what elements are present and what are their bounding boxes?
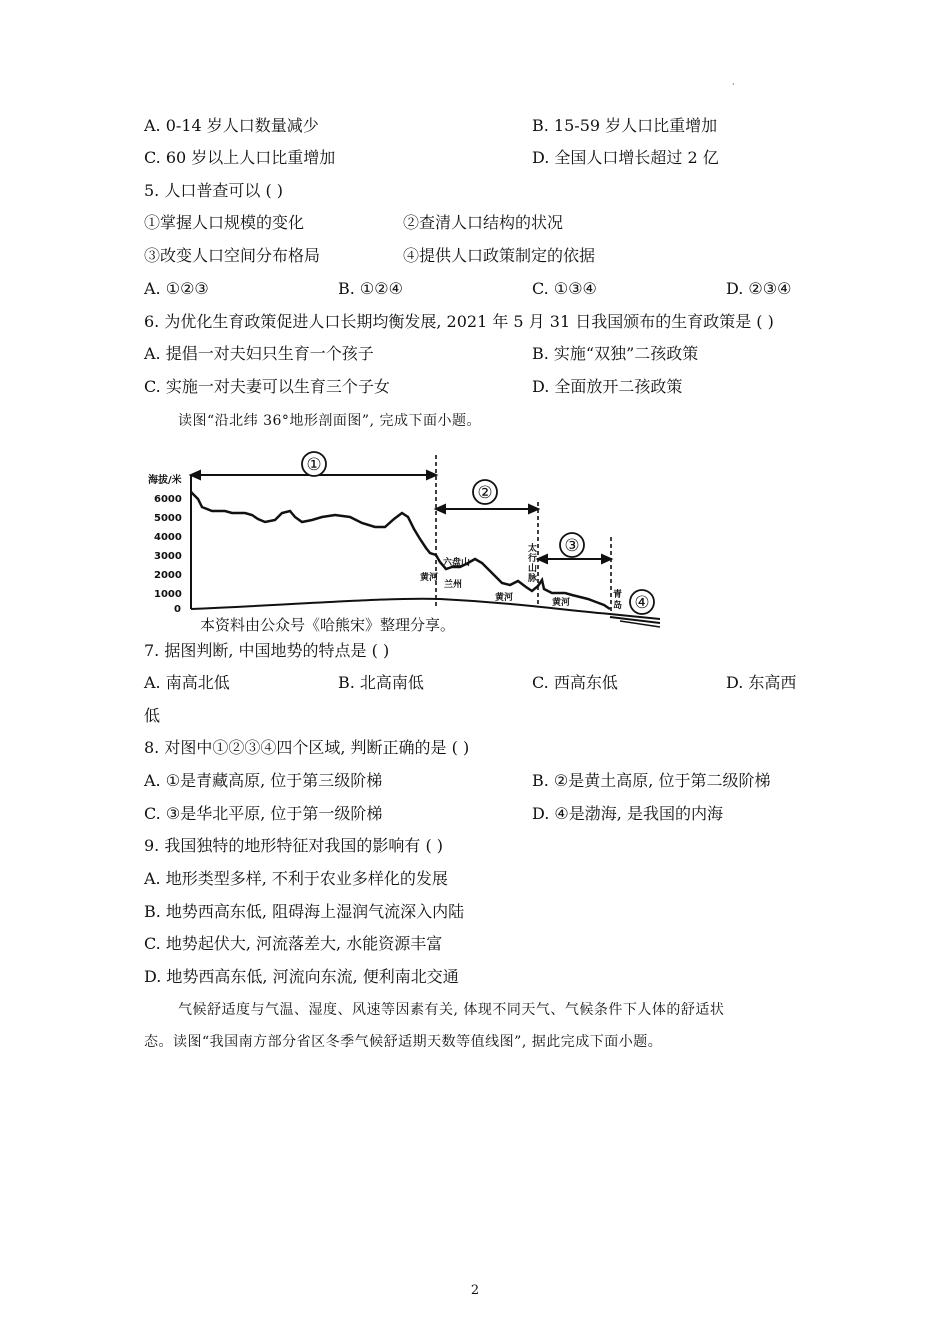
- label-taihang-4: 脉: [528, 574, 538, 584]
- q9-option-a: A. 地形类型多样, 不利于农业多样化的发展: [144, 869, 448, 888]
- q5-option-b: B. ①②④: [338, 279, 403, 298]
- q6-option-c: C. 实施一对夫妻可以生育三个子女: [144, 377, 390, 396]
- q6-option-d: D. 全面放开二孩政策: [532, 377, 683, 396]
- q4-option-c: C. 60 岁以上人口比重增加: [144, 148, 336, 167]
- q5-stem: 5. 人口普查可以 ( ): [144, 181, 284, 200]
- label-liupanshan: 六盘山: [443, 558, 471, 568]
- page-number: 2: [470, 1283, 480, 1298]
- q5-statement-4: ④提供人口政策制定的依据: [403, 246, 596, 265]
- tick-4000: 4000: [154, 532, 182, 543]
- header-mark: ·: [732, 80, 735, 89]
- tick-3000: 3000: [154, 551, 182, 562]
- climate-intro-line-1: 气候舒适度与气温、湿度、风速等因素有关, 体现不同天气、气候条件下人体的舒适状: [178, 1002, 725, 1018]
- q8-option-c: C. ③是华北平原, 位于第一级阶梯: [144, 804, 383, 823]
- q5-statement-1: ①掌握人口规模的变化: [144, 213, 305, 232]
- tick-0: 0: [174, 604, 181, 615]
- q9-stem: 9. 我国独特的地形特征对我国的影响有 ( ): [144, 836, 444, 855]
- terrain-line: [191, 492, 610, 609]
- tick-2000: 2000: [154, 570, 182, 581]
- q5-option-d: D. ②③④: [726, 279, 792, 298]
- q5-option-a: A. ①②③: [144, 279, 209, 298]
- region-label-1: ①: [306, 455, 322, 475]
- q7-option-d: D. 东高西: [726, 673, 797, 692]
- label-taihang-1: 太: [528, 544, 538, 554]
- q8-option-b: B. ②是黄土高原, 位于第二级阶梯: [532, 771, 771, 790]
- label-qingdao-2: 岛: [613, 601, 623, 611]
- figure-watermark: 本资料由公众号《哈熊宋》整理分享。: [200, 616, 456, 634]
- region-label-2: ②: [477, 483, 493, 503]
- q4-option-b: B. 15-59 岁人口比重增加: [532, 116, 718, 135]
- label-taihang-2: 行: [528, 554, 538, 564]
- figure-intro: 读图“沿北纬 36°地形剖面图”, 完成下面小题。: [178, 413, 481, 429]
- tick-6000: 6000: [154, 494, 182, 505]
- q6-stem: 6. 为优化生育政策促进人口长期均衡发展, 2021 年 5 月 31 日我国颁布的生育政策是 ( ): [144, 312, 774, 331]
- label-huanghe-2: 黄河: [495, 593, 514, 603]
- label-huanghe-1: 黄河: [420, 573, 439, 583]
- q9-option-d: D. 地势西高东低, 河流向东流, 便利南北交通: [144, 967, 459, 986]
- q6-option-b: B. 实施“双独”二孩政策: [532, 344, 699, 363]
- q7-option-b: B. 北高南低: [338, 673, 424, 692]
- q7-option-a: A. 南高北低: [144, 673, 230, 692]
- region-label-3: ③: [564, 536, 580, 556]
- q4-option-d: D. 全国人口增长超过 2 亿: [532, 148, 719, 167]
- q6-option-a: A. 提倡一对夫妇只生育一个孩子: [144, 344, 374, 363]
- q5-statement-2: ②查清人口结构的状况: [403, 213, 564, 232]
- q9-option-b: B. 地势西高东低, 阻碍海上湿润气流深入内陆: [144, 902, 465, 921]
- region-label-4: ④: [634, 593, 650, 613]
- y-axis-label: 海拔/米: [148, 475, 182, 486]
- q5-statement-3: ③改变人口空间分布格局: [144, 246, 321, 265]
- q9-option-c: C. 地势起伏大, 河流落差大, 水能资源丰富: [144, 934, 443, 953]
- q7-option-d-continued: 低: [144, 706, 161, 725]
- label-lanzhou: 兰州: [444, 580, 463, 590]
- q8-stem: 8. 对图中①②③④四个区域, 判断正确的是 ( ): [144, 738, 470, 757]
- q5-option-c: C. ①③④: [532, 279, 597, 298]
- tick-5000: 5000: [154, 513, 182, 524]
- climate-intro-line-2: 态。读图“我国南方部分省区冬季气候舒适期天数等值线图”, 据此完成下面小题。: [144, 1034, 663, 1050]
- terrain-profile-figure: [140, 447, 670, 637]
- q7-option-c: C. 西高东低: [532, 673, 618, 692]
- label-huanghe-3: 黄河: [552, 598, 571, 608]
- label-qingdao-1: 青: [613, 590, 623, 600]
- q8-option-a: A. ①是青藏高原, 位于第三级阶梯: [144, 771, 383, 790]
- q4-option-a: A. 0-14 岁人口数量减少: [144, 116, 319, 135]
- q7-stem: 7. 据图判断, 中国地势的特点是 ( ): [144, 641, 390, 660]
- label-taihang-3: 山: [528, 564, 538, 574]
- q8-option-d: D. ④是渤海, 是我国的内海: [532, 804, 723, 823]
- tick-1000: 1000: [154, 589, 182, 600]
